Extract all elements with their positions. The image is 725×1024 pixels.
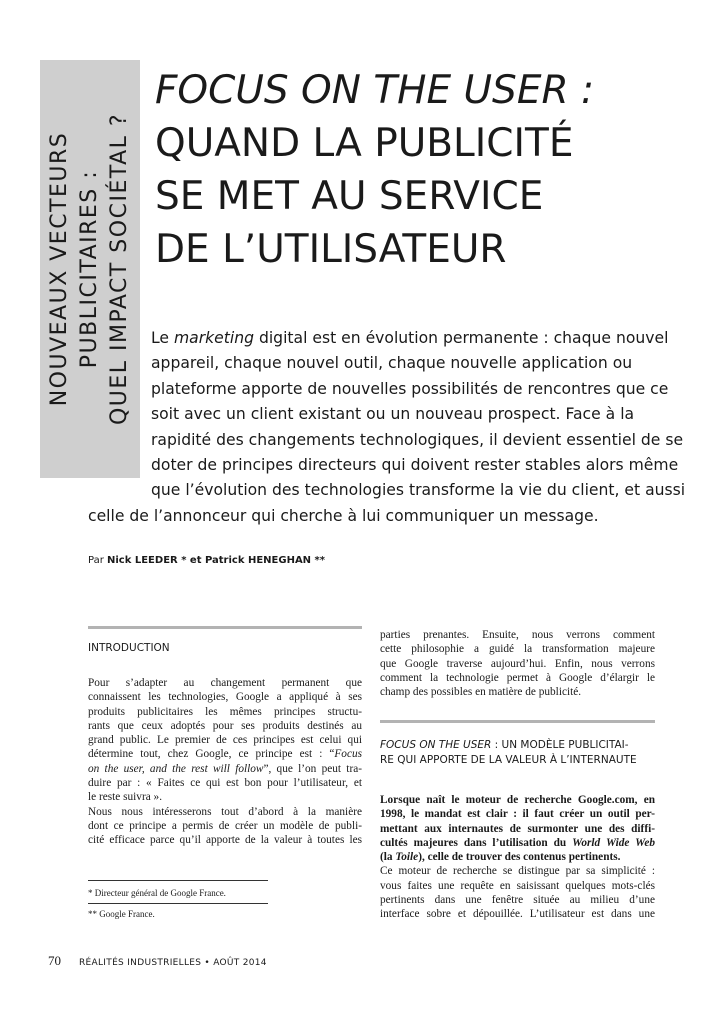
text-line: produits publicitaires les mêmes principes structu-	[88, 705, 362, 718]
text-line: Ce moteur de recherche se distingue par sa simplicité :	[380, 865, 655, 878]
lead-line: plateforme apporte de nouvelles possibilités de rencontres que ce	[151, 379, 669, 398]
bold-intro-paragraph	[380, 793, 655, 864]
rubric-line: QUEL IMPACT SOCIÉTAL ?	[107, 112, 132, 426]
section-heading-focus: FOCUS ON THE USER : UN MODÈLE PUBLICITAI- RE QUI APPORTE DE LA VALEUR À L’INTERNAUTE	[380, 739, 637, 766]
text-line: dont ce principe a permis de créer un modèle de publi-	[88, 819, 362, 832]
intro-paragraph-1	[88, 676, 362, 805]
title-line: FOCUS ON THE USER :	[155, 68, 595, 113]
lead-line: Le marketing digital est en évolution permanente : chaque nouvel	[151, 329, 669, 347]
lead-paragraph	[88, 326, 686, 529]
lead-line: doter de principes directeurs qui doivent rester stables alors même	[151, 456, 679, 475]
page-number: 70	[48, 953, 61, 968]
byline-authors: Nick LEEDER * et Patrick HENEGHAN **	[107, 555, 325, 566]
text-line: 1998, le mandat est clair : il faut créer un outil per-	[380, 808, 655, 821]
text-line: mettant aux internautes de surmonter une des diffi-	[380, 822, 655, 835]
lead-line: appareil, chaque nouvel outil, chaque nouvelle application ou	[151, 354, 633, 373]
text-line: interface sobre et dépouillée. L’utilisateur est dans une	[380, 908, 655, 921]
text-line: Pour s’adapter au changement permanent que	[88, 677, 362, 689]
footnote-2: ** Google France.	[88, 909, 155, 919]
column-rule-left	[88, 626, 362, 629]
byline-prefix: Par	[88, 555, 107, 566]
left-column	[88, 676, 362, 848]
text-line: duire par : « Faites ce qui est bon pour l’utilisateur, et	[88, 777, 362, 790]
text-line: le reste suivra ».	[88, 791, 163, 804]
page-footer	[48, 952, 267, 970]
rubric-line: NOUVEAUX VECTEURS	[47, 131, 72, 407]
lead-line: soit avec un client existant ou un nouveau prospect. Face à la	[151, 405, 635, 424]
footnote-1: * Directeur général de Google France.	[88, 888, 226, 898]
text-line: (la Toile), celle de trouver des contenus pertinents.	[380, 851, 621, 864]
text-line: détermine tout, chez Google, ce principe est : “Focus	[88, 748, 362, 761]
text-line: connaissent les technologies, Google a appliqué à ses	[88, 691, 362, 704]
text-line: cette philosophie a guidé la transformation majeure	[380, 643, 655, 656]
continued-paragraph	[380, 628, 655, 699]
text-line: Lorsque naît le moteur de recherche Google.com, en	[380, 794, 655, 806]
text-line: rants que ceux adoptés pour ses produits destinés au	[88, 719, 362, 732]
footnote-rule	[88, 903, 268, 904]
lead-line: que l’évolution des technologies transforme la vie du client, et aussi	[151, 481, 686, 500]
column-rule-right	[380, 720, 655, 723]
journal-name: RÉALITÉS INDUSTRIELLES • AOÛT 2014	[79, 958, 267, 968]
text-line: grand public. Le premier de ces principes est celui qui	[88, 734, 362, 747]
text-line: vous faites une requête en saisissant quelques mots-clés	[380, 879, 655, 892]
title-line: QUAND LA PUBLICITÉ	[155, 121, 574, 166]
rubric-line: PUBLICITAIRES :	[77, 169, 102, 369]
right-column-top	[380, 628, 655, 699]
right-column-body	[380, 793, 655, 922]
text-line: champ des possibles en matière de publicité.	[380, 686, 582, 699]
text-line: pertinents dans une fenêtre située au milieu d’une	[380, 894, 655, 907]
intro-paragraph-2	[88, 805, 362, 848]
text-line: comment la technologie permet à Google d’élargir le	[380, 671, 655, 684]
text-line: parties prenantes. Ensuite, nous verrons comment	[380, 629, 655, 641]
text-line: que Google traverse aujourd’hui. Enfin, nous verrons	[380, 657, 655, 670]
text-line: on the user, and the rest will follow”, que l’on peut tra-	[88, 762, 362, 775]
title-line: DE L’UTILISATEUR	[155, 227, 507, 272]
title-line: SE MET AU SERVICE	[155, 174, 544, 219]
lead-line: celle de l’annonceur qui cherche à lui communiquer un message.	[88, 506, 599, 525]
footnote-rule	[88, 880, 268, 881]
text-line: Nous nous intéresserons tout d’abord à la manière	[88, 805, 362, 818]
section-heading-introduction: INTRODUCTION	[88, 642, 170, 654]
body-paragraph	[380, 864, 655, 921]
text-line: cité efficace parce qu’il apporte de la valeur à toutes les	[88, 834, 362, 847]
article-title	[155, 64, 715, 276]
text-line: cultés majeures dans l’utilisation du World Wide Web	[380, 836, 655, 849]
byline	[88, 555, 325, 566]
lead-line: rapidité des changements technologiques, il devient essentiel de se	[151, 430, 684, 449]
